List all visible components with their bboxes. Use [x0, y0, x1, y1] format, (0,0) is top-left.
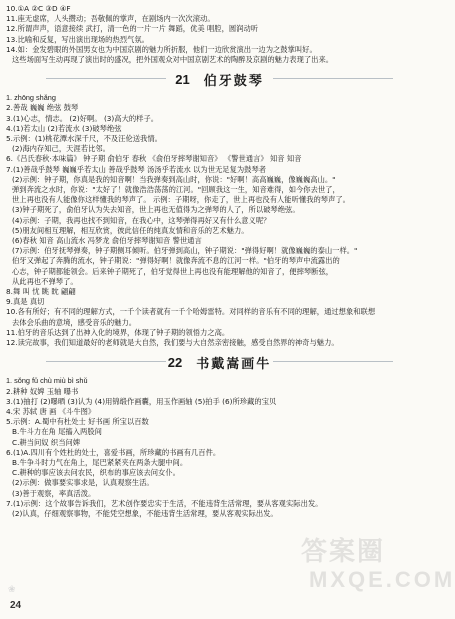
answer-line: 14.如：金发碧眼的外国男女也为中国京剧的魅力所折服，他们一边欣赏演出一边为之鼓掌叫好。	[6, 44, 317, 54]
answer-line: B.牛斗力在角 尾搐入两股间	[12, 427, 102, 437]
answer-line: 世上再也没有人能像你这样懂我的琴声了。 示例：子期呀，你走了，世上再也没有人能听懂我的琴声了。	[12, 195, 350, 205]
paw-decoration-icon: ❀	[8, 585, 16, 595]
answer-line: 11.伯牙的音乐达到了出神入化的境界，体现了钟子期的领悟力之高。	[6, 327, 230, 337]
lesson-22-answers	[6, 376, 433, 519]
answer-line: 2.善哉 巍巍 绝弦 鼓琴	[6, 103, 79, 113]
answer-line: 9.真是 真切	[6, 297, 45, 307]
heading-rule-left	[46, 361, 166, 362]
answer-line: 1. sǒng fǔ chù miù bì shǔ	[6, 376, 88, 386]
answer-line: 11.座无虚席，人头攒动；吾敬佩的掌声，在剧场内一次次滚动。	[6, 14, 215, 24]
answer-line: 4.宋 苏轼 唐 画 《斗牛图》	[6, 406, 96, 416]
answer-line: (3)钟子期死了，俞伯牙认为失去知音，世上再也无值得为之弹琴的人了，所以破琴绝弦。	[12, 205, 300, 215]
answer-line: 7.(1)善哉乎鼓琴 巍巍乎若太山 善哉乎鼓琴 汤汤乎若流水 以为世无足复为鼓琴者	[6, 164, 267, 174]
answer-line: (7)示例：伯牙抚琴弹奏，钟子期侧耳倾听。伯牙弹到高山，钟子期说："弹得好啊！就像巍巍的泰山一样。"	[12, 246, 358, 256]
answer-line: 5.示例：(1)桃花潭水深千尺，不及汪伦送我情。	[6, 134, 162, 144]
lesson-number: 22	[167, 354, 183, 370]
answer-line: (6)春秋 知音 高山流水 冯梦龙 俞伯牙摔琴谢知音 警世通言	[12, 236, 202, 246]
answer-line: (2)示例：做事要实事求是，认真观察生活。	[12, 478, 154, 488]
lesson-title: 书戴嵩画牛	[196, 356, 272, 372]
answer-line: (5)朋友间相互理解，相互欣赏，彼此信任的纯真友情和音乐的艺术魅力。	[12, 225, 249, 235]
answer-line: 2.耕种 奴婢 玉轴 曝书	[6, 386, 79, 396]
answer-line: 6.(1)A.四川有个姓杜的处士，喜爱书画，所珍藏的书画有几百件。	[6, 447, 221, 457]
heading-rule-left	[46, 78, 166, 79]
answer-line: 10.各有所好；有不同的理解方式，一千个读者就有一千个哈姆雷特。对同样的音乐有不同的理解，通过想象和联想	[6, 307, 376, 317]
answer-line: 3.(1)心志，情志。 (2)好啊。 (3)高大的样子。	[6, 113, 159, 123]
answer-line: B.牛争斗时力气在角上，尾巴紧紧夹在两条大腿中间。	[12, 457, 188, 467]
heading-rule-right	[273, 78, 393, 79]
answer-line: 7.(1)示例：这个故事告诉我们，艺术创作要忠实于生活，不能违背生活常理，要从客观实际出发。	[6, 498, 323, 508]
top-answers	[6, 4, 433, 65]
answer-line: C.耕种的事应该去问农民，织布的事应该去问女仆。	[12, 468, 180, 478]
lesson-number: 21	[175, 71, 190, 87]
heading-rule-right	[273, 361, 393, 362]
lesson-21-answers	[6, 93, 433, 287]
answer-line: 10.①A ②C ③D ④F	[6, 4, 71, 13]
answer-line: 从此再也不弹琴了。	[12, 276, 78, 286]
answer-line: (2)认真，仔细观察事物，不能凭空想象，不能违背生活常理，要从客观实际出发。	[12, 508, 278, 518]
answer-line: (4)示例：子期，我再也找不到知音，在我心中，这琴弹得再好又有什么意义呢？	[12, 215, 271, 225]
answer-line: 5.示例：A.蜀中有杜处士 好书画 所宝以百数	[6, 417, 149, 427]
answer-line: 伯牙又弹起了奔腾的流水，钟子期说："弹得好啊！就像奔流不息的江河一样。"伯牙的琴声中流露出的	[12, 256, 340, 266]
answer-line: 去体会乐曲的意境，感受音乐的魅力。	[12, 317, 137, 327]
answer-content	[6, 4, 433, 519]
watermark-text: 答案圈	[301, 537, 386, 567]
answer-line: 12.所谓声声，语意接续 武打，清一色的一片一片 舞蹈，优美 唱腔，圆润动听	[6, 24, 259, 34]
page-number: 24	[10, 600, 22, 611]
answer-line: (2)示例：钟子期，你真是我的知音啊！当我弹奏到高山时，你说："好啊！高高巍巍，像巍巍高山。"	[12, 174, 336, 184]
answer-line: 4.(1)若太山 (2)若流水 (3)破琴绝弦	[6, 123, 122, 133]
answer-line: 3.(1)抽打 (2)曝晒 (3)认为 (4)用锦缎作画囊，用玉作画轴 (5)拍手 (6)所珍藏的宝贝	[6, 396, 277, 406]
watermark-url: MXQE.COM	[309, 567, 455, 592]
answer-line: 弹到奔流之水时，你说："太好了！就像浩浩荡荡的江河。"回顾我这一生，知音难得，如今你去世了，	[12, 185, 340, 195]
answer-line: C.耕当问奴 织当问婢	[12, 437, 81, 447]
lesson-title: 伯牙鼓琴	[203, 73, 264, 89]
lesson-21-heading	[6, 65, 433, 93]
answer-line: 13.比喻和反复，写出演出现场的热烈气氛。	[6, 34, 149, 44]
answer-line: 1. zhōng shǎng	[6, 93, 56, 103]
answer-line: 这些场面写生动再现了演出时的盛况，把外国观众对中国京剧艺术的陶醉及京剧的魅力表现了出来。	[12, 55, 334, 65]
answer-line: 8.舞 叫 忧 眺 眈 翩翩	[6, 287, 76, 297]
answer-line: (2)海内存知己，天涯若比邻。	[12, 144, 110, 154]
answer-line: 12.读完故事，我们知道最好的老师就是大自然，我们要与大自然亲密接触，感受自然界的神奇与魅力。	[6, 338, 339, 348]
answer-line: (3)善于观察，率真活泼。	[12, 488, 96, 498]
lesson-22-heading	[6, 348, 433, 376]
answer-line: 6.《吕氏春秋·本味篇》 钟子期 俞伯牙 春秋 《俞伯牙摔琴谢知音》 《警世通言》 知音 知音	[6, 154, 302, 164]
lesson-21-more-answers	[6, 287, 433, 348]
watermark-logo	[279, 531, 455, 601]
answer-line: 心志，钟子期都能领会。后来钟子期死了，伯牙觉得世上再也没有能理解他的知音了，便摔琴断弦，	[12, 266, 334, 276]
